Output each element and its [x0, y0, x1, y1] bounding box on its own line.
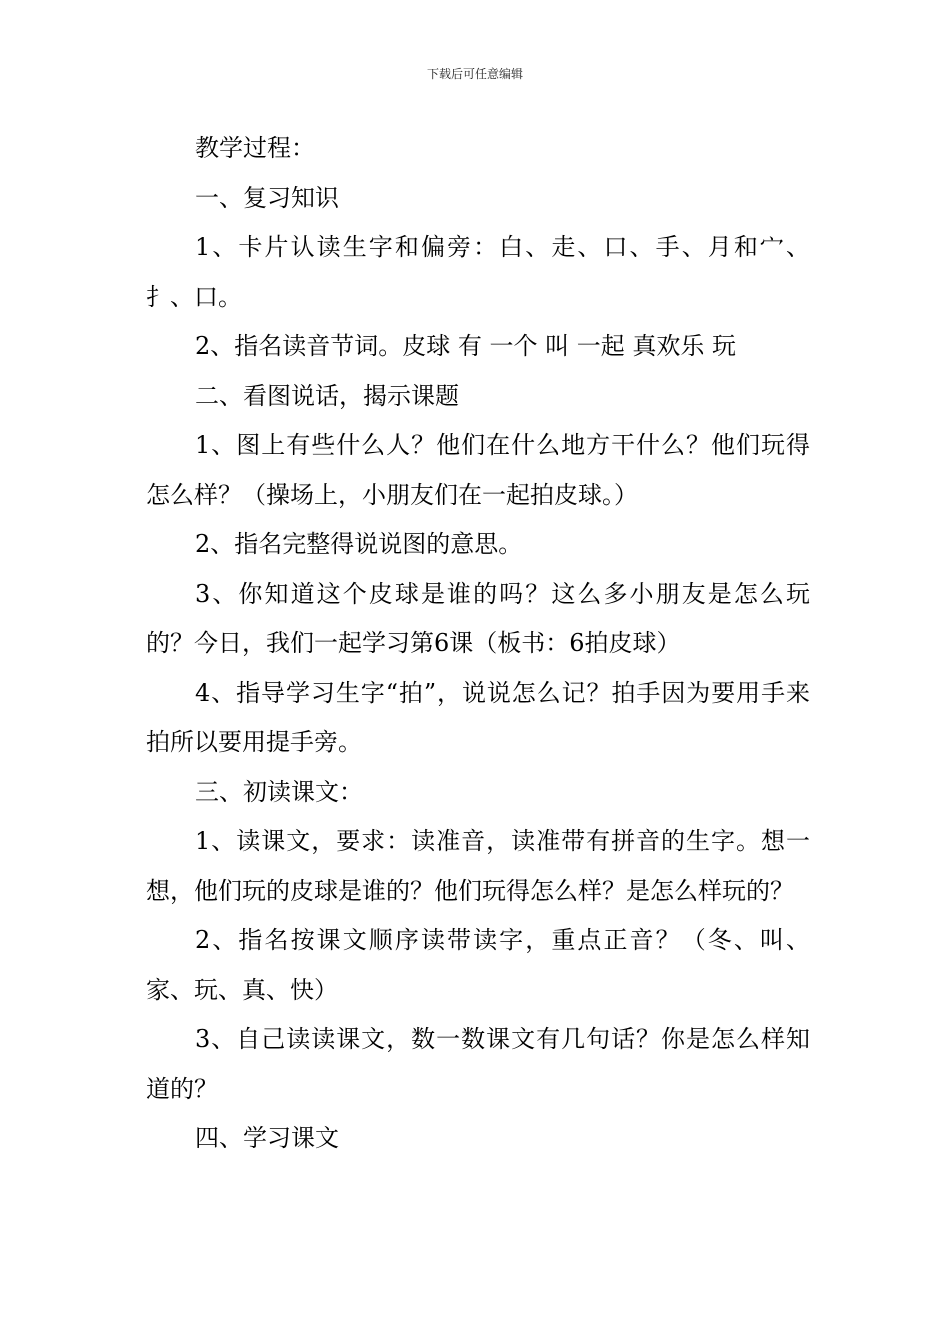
section-heading-study-text: 四、学习课文: [195, 1124, 339, 1152]
paragraph-picture-item-2: 2、指名完整得说说图的意思。: [195, 530, 523, 558]
section-heading-review: 一、复习知识: [195, 183, 339, 212]
paragraph-teaching-process: 教学过程：: [195, 134, 315, 162]
section-heading-picture-talk: 二、看图说话，揭示课题: [195, 381, 459, 410]
paragraph-review-item-1: 1、卡片认读生字和偏旁：白、走、口、手、月和宀、扌、口。: [146, 233, 810, 311]
paragraph-picture-item-1: 1、图上有些什么人？他们在什么地方干什么？他们玩得怎么样？（操场上，小朋友们在一起拍皮球。）: [146, 431, 810, 509]
section-heading-first-reading: 三、初读课文：: [195, 777, 363, 806]
paragraph-reading-item-2: 2、指名按课文顺序读带读字，重点正音？（冬、叫、家、玩、真、快）: [146, 926, 810, 1004]
page-header: 下载后可任意编辑: [426, 67, 523, 81]
paragraph-picture-item-3: 3、你知道这个皮球是谁的吗？这么多小朋友是怎么玩的？今日，我们一起学习第6课（板书：6拍皮球）: [146, 579, 810, 657]
paragraph-picture-item-4: 4、指导学习生字“拍”，说说怎么记？拍手因为要用手来拍所以要用提手旁。: [146, 678, 810, 756]
paragraph-reading-item-1: 1、读课文，要求：读准音，读准带有拼音的生字。想一想，他们玩的皮球是谁的？他们玩得怎么样？是怎么样玩的？: [146, 827, 810, 905]
document-body: [146, 124, 810, 1164]
paragraph-reading-item-3: 3、自己读读课文，数一数课文有几句话？你是怎么样知道的？: [146, 1025, 810, 1103]
paragraph-review-item-2: 2、指名读音节词。皮球 有 一个 叫 一起 真欢乐 玩: [195, 332, 737, 360]
